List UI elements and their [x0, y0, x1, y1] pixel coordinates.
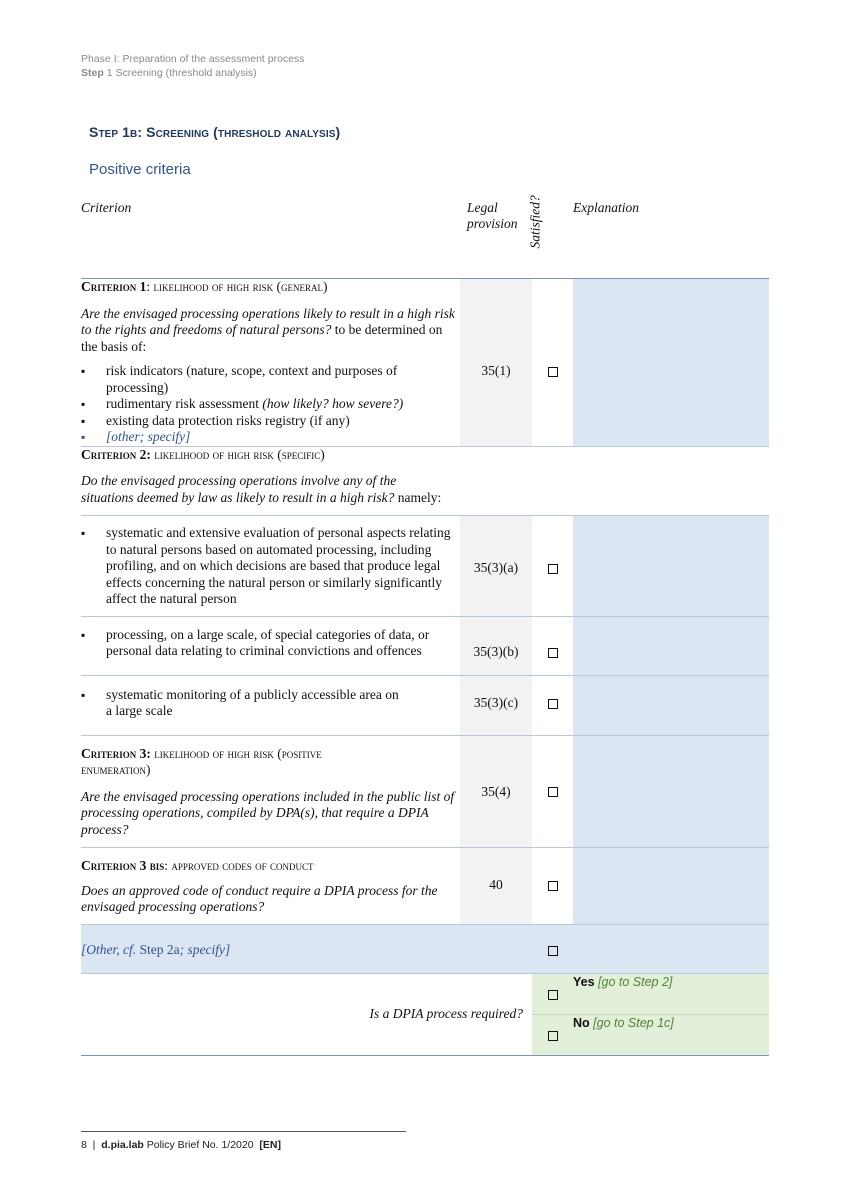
checkbox-icon[interactable] — [548, 648, 558, 658]
criterion-2a-explanation[interactable] — [573, 516, 769, 617]
table-row — [81, 675, 769, 735]
yes-checkbox[interactable] — [532, 974, 573, 1015]
checkbox-icon[interactable] — [548, 367, 558, 377]
criterion-2-question: Do the envisaged processing operations involve any of the situations deemed by law as likely to result in a high risk? namely: — [81, 473, 442, 505]
checkbox-icon[interactable] — [548, 787, 558, 797]
list-item: ▪ rudimentary risk assessment (how likely? how severe?) — [81, 396, 460, 413]
col-explanation: Explanation — [573, 200, 769, 279]
table-row — [81, 974, 769, 1015]
criterion-3-explanation[interactable] — [573, 735, 769, 848]
header-step: Step 1 Screening (threshold analysis) — [81, 67, 257, 79]
other-criterion-checkbox[interactable] — [532, 924, 573, 974]
criterion-3bis-question: Does an approved code of conduct require a DPIA process for the envisaged processing operations? — [81, 882, 438, 914]
section-title: Step 1b: Screening (threshold analysis) — [89, 124, 341, 140]
checkbox-icon[interactable] — [548, 946, 558, 956]
criterion-3bis-cell — [81, 848, 460, 925]
other-criterion-cell[interactable]: [Other, cf. Step 2a; specify] — [81, 924, 532, 974]
criterion-2a-cell — [81, 516, 460, 617]
criterion-2a-checkbox[interactable] — [532, 516, 573, 617]
table-header-row — [81, 200, 769, 279]
checkbox-icon[interactable] — [548, 881, 558, 891]
legal-provision: 35(3)(c) — [460, 675, 532, 735]
running-header — [81, 52, 305, 80]
criterion-2b-explanation[interactable] — [573, 616, 769, 675]
criterion-2-cell — [81, 446, 769, 516]
brand-name: d.pia.lab — [101, 1139, 144, 1151]
list-item-other[interactable]: ▪ [other; specify] — [81, 429, 460, 446]
table-row — [81, 446, 769, 516]
table-row — [81, 924, 769, 974]
criterion-3-question: Are the envisaged processing operations included in the public list of processing operations, compiled by DPA(s), that require a DPIA process? — [81, 788, 455, 837]
no-option[interactable]: No [go to Step 1c] — [573, 1015, 769, 1056]
col-criterion: Criterion — [81, 200, 460, 279]
table-row — [81, 848, 769, 925]
col-legal-provision: Legal provision — [460, 200, 532, 279]
criterion-1-title: Criterion 1: likelihood of high risk (general) — [81, 279, 328, 294]
table-row — [81, 279, 769, 447]
page-footer: 8 | d.pia.lab Policy Brief No. 1/2020 [EN] — [81, 1139, 281, 1151]
checkbox-icon[interactable] — [548, 990, 558, 1000]
criterion-2b-cell — [81, 616, 460, 675]
legal-provision: 35(3)(a) — [460, 516, 532, 617]
legal-provision: 40 — [460, 848, 532, 925]
other-criterion-explanation[interactable] — [573, 924, 769, 974]
criterion-3-cell — [81, 735, 460, 848]
footer-divider — [81, 1131, 406, 1132]
page-number: 8 — [81, 1139, 87, 1151]
dpia-required-question: Is a DPIA process required? — [81, 974, 532, 1056]
criterion-2-title: Criterion 2: likelihood of high risk (specific) — [81, 446, 325, 462]
criteria-table — [81, 194, 769, 1056]
criterion-3bis-checkbox[interactable] — [532, 848, 573, 925]
criterion-1-explanation[interactable] — [573, 279, 769, 447]
list-item: ▪ risk indicators (nature, scope, context and purposes of processing) — [81, 363, 460, 396]
list-item: ▪ systematic and extensive evaluation of personal aspects relating to natural persons based on automated processing, including profiling, and on which decisions are based that produce legal effects concerning the natural person or similarly significantly affect the natural person — [81, 525, 460, 608]
criterion-2c-checkbox[interactable] — [532, 675, 573, 735]
language-tag: [EN] — [259, 1139, 281, 1151]
criterion-2c-explanation[interactable] — [573, 675, 769, 735]
legal-provision: 35(1) — [460, 279, 532, 447]
criterion-1-list — [81, 363, 460, 446]
col-satisfied: Satisfied? — [532, 200, 573, 279]
legal-provision: 35(4) — [460, 735, 532, 848]
list-item: ▪ systematic monitoring of a publicly accessible area on a large scale — [81, 687, 401, 720]
criterion-1-checkbox[interactable] — [532, 279, 573, 447]
no-checkbox[interactable] — [532, 1015, 573, 1056]
yes-option[interactable]: Yes [go to Step 2] — [573, 974, 769, 1015]
checkbox-icon[interactable] — [548, 699, 558, 709]
checkbox-icon[interactable] — [548, 1031, 558, 1041]
criterion-2c-cell — [81, 675, 460, 735]
table-row — [81, 516, 769, 617]
criterion-3bis-explanation[interactable] — [573, 848, 769, 925]
criterion-1-question: Are the envisaged processing operations likely to result in a high risk to the rights and freedoms of natural persons? to be determined on the basis of: — [81, 305, 455, 354]
header-phase: Phase I: Preparation of the assessment process — [81, 53, 305, 65]
legal-provision: 35(3)(b) — [460, 616, 532, 675]
table-row — [81, 735, 769, 848]
list-item: ▪ processing, on a large scale, of special categories of data, or personal data relating to criminal convictions and offences — [81, 627, 460, 660]
table-row — [81, 616, 769, 675]
checkbox-icon[interactable] — [548, 564, 558, 574]
criterion-3bis-title: Criterion 3 bis: approved codes of conduct — [81, 858, 314, 873]
list-item: ▪ existing data protection risks registry (if any) — [81, 413, 460, 430]
section-subtitle: Positive criteria — [89, 161, 191, 178]
criterion-1-cell — [81, 279, 460, 447]
criterion-3-checkbox[interactable] — [532, 735, 573, 848]
criterion-3-title: Criterion 3: likelihood of high risk (positive enumeration) — [81, 745, 322, 777]
criterion-2b-checkbox[interactable] — [532, 616, 573, 675]
